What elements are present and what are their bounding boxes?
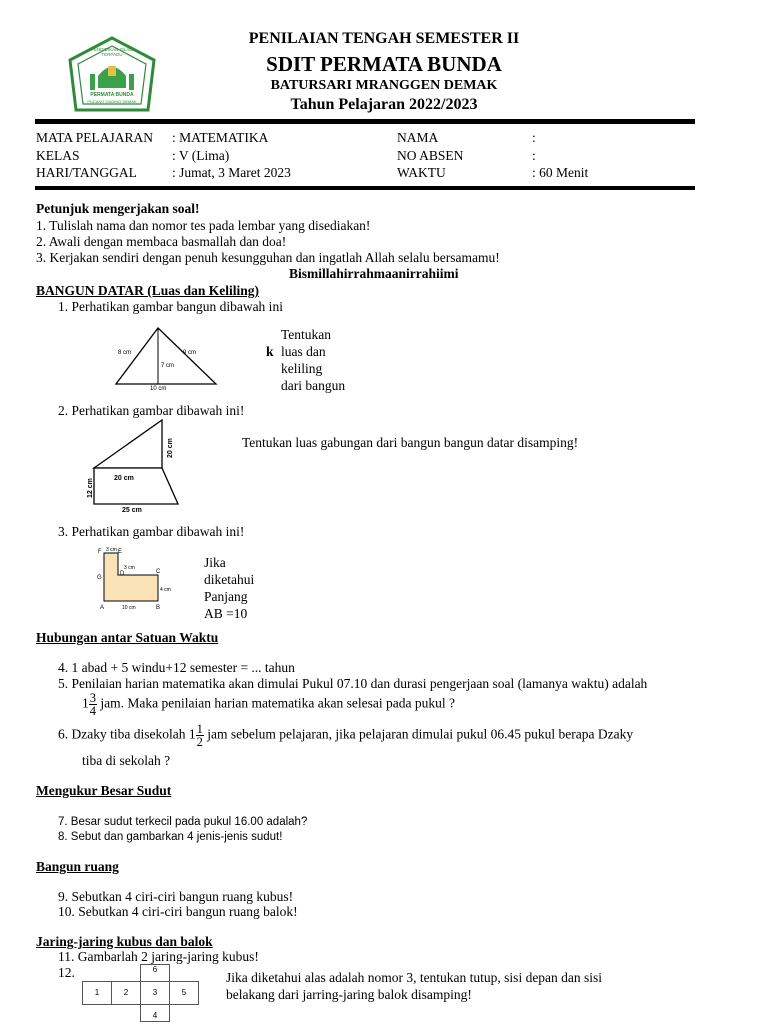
instructions-title: Petunjuk mengerjakan soal! xyxy=(36,201,200,216)
section-title-bangun-ruang: Bangun ruang xyxy=(36,859,119,874)
question-4: 4. 1 abad + 5 windu+12 semester = ... tahun xyxy=(58,660,295,675)
nama-value[interactable]: : xyxy=(532,130,536,145)
l-label-C: C xyxy=(156,569,161,575)
kelas-value: : V (Lima) xyxy=(172,148,230,163)
question-6 xyxy=(58,723,732,748)
question-3: 3. Perhatikan gambar dibawah ini! xyxy=(58,524,245,539)
kelas-label: KELAS xyxy=(36,148,80,163)
q6-denominator: 2 xyxy=(196,735,203,749)
l-label-F: F xyxy=(98,549,102,555)
l-label-inner: 3 cm xyxy=(124,565,135,571)
header-rule-bottom xyxy=(35,186,695,190)
tri-label-right: 9 cm xyxy=(183,350,197,356)
nama-label: NAMA xyxy=(397,130,439,145)
q1-side-marker: k xyxy=(266,344,274,359)
q6-numerator: 1 xyxy=(196,722,203,736)
box-net-figure xyxy=(82,964,198,1024)
instruction-item: 1. Tulislah nama dan nomor tes pada lembar yang disediakan! xyxy=(36,218,371,233)
net-face-3: 3 xyxy=(140,981,170,1005)
q6-whole: 1 xyxy=(188,726,196,742)
comp-label-right: 20 cm xyxy=(167,438,174,458)
l-label-fe: 3 cm xyxy=(106,547,117,553)
logo-text-mid: PERMATA BUNDA xyxy=(90,92,134,98)
instruction-item: 3. Kerjakan sendiri dengan penuh kesungguhan dan ingatlah Allah selalu bersamamu! xyxy=(36,250,500,265)
net-face-bottom: 4 xyxy=(140,1004,170,1022)
q3-side-text: diketahui xyxy=(204,572,255,587)
q1-side-text: keliling xyxy=(281,361,323,376)
q3-side-text: AB =10 xyxy=(204,606,248,621)
tri-label-left: 8 cm xyxy=(118,350,132,356)
q5-whole: 1 xyxy=(82,695,89,711)
question-12: 12. xyxy=(58,965,75,980)
question-2: 2. Perhatikan gambar dibawah ini! xyxy=(58,403,245,418)
q1-side-text: Tentukan xyxy=(281,327,332,342)
net-face-2: 2 xyxy=(111,981,141,1005)
q6-text-a: 6. Dzaky tiba disekolah xyxy=(58,726,186,742)
q5-fraction xyxy=(89,692,97,717)
q1-side-text: luas dan xyxy=(281,344,326,359)
question-10: 10. Sebutkan 4 ciri-ciri bangun ruang balok! xyxy=(58,904,298,919)
school-year: Tahun Pelajaran 2022/2023 xyxy=(290,96,478,113)
q3-side-text: Jika xyxy=(204,555,226,570)
section-title-jaring: Jaring-jaring kubus dan balok xyxy=(36,934,213,949)
question-8: 8. Sebut dan gambarkan 4 jenis-jenis sudut! xyxy=(58,831,283,843)
section-title-waktu: Hubungan antar Satuan Waktu xyxy=(36,630,219,645)
hari-label: HARI/TANGGAL xyxy=(36,165,137,180)
triangle-figure xyxy=(88,322,228,392)
l-label-G: G xyxy=(97,575,102,581)
net-face-1: 1 xyxy=(82,981,112,1005)
waktu-label: WAKTU xyxy=(397,165,446,180)
tri-label-base: 10 cm xyxy=(150,386,167,392)
exam-title: PENILAIAN TENGAH SEMESTER II xyxy=(248,30,520,47)
question-11: 11. Gambarlah 2 jaring-jaring kubus! xyxy=(58,949,259,964)
absen-value[interactable]: : xyxy=(532,148,536,163)
bismillah: Bismillahirrahmaanirrahiimi xyxy=(289,266,459,281)
question-1: 1. Perhatikan gambar bangun dibawah ini xyxy=(58,299,283,314)
composite-figure xyxy=(84,418,194,516)
l-label-right: 4 cm xyxy=(160,587,171,593)
q12-side-text-1: Jika diketahui alas adalah nomor 3, tentukan tutup, sisi depan dan sisi xyxy=(226,970,603,985)
l-shape-figure xyxy=(94,545,174,613)
net-face-top: 6 xyxy=(140,964,170,982)
waktu-value: : 60 Menit xyxy=(532,165,589,180)
comp-label-bottom: 25 cm xyxy=(122,507,142,514)
tri-label-height: 7 cm xyxy=(161,363,175,369)
header-rule-top xyxy=(35,119,695,124)
q2-side-text: Tentukan luas gabungan dari bangun bangun datar disamping! xyxy=(242,435,579,450)
instruction-item: 2. Awali dengan membaca basmallah dan doa! xyxy=(36,234,287,249)
q5-numerator: 3 xyxy=(89,691,96,705)
logo-text-top: PENDIDIKAN ISLAM TERPADU xyxy=(90,47,134,57)
q12-side-text-2: belakang dari jarring-jaring balok disamping! xyxy=(226,987,472,1002)
q5-denominator: 4 xyxy=(89,704,96,718)
l-label-E: E xyxy=(118,549,123,555)
q3-side-text: Panjang xyxy=(204,589,248,604)
q1-side-text: dari bangun xyxy=(281,378,346,393)
mapel-value: : MATEMATIKA xyxy=(172,130,269,145)
school-name: SDIT PERMATA BUNDA xyxy=(266,52,502,76)
school-address: BATURSARI MRANGGEN DEMAK xyxy=(270,78,498,93)
l-label-B: B xyxy=(156,605,161,611)
absen-label: NO ABSEN xyxy=(397,148,464,163)
question-5-continued xyxy=(82,692,455,717)
mapel-label: MATA PELAJARAN xyxy=(36,130,154,145)
l-label-A: A xyxy=(100,605,105,611)
comp-label-left: 12 cm xyxy=(87,478,94,498)
q5-text: jam. Maka penilaian harian matematika akan selesai pada pukul ? xyxy=(100,695,455,711)
section-title-bangun-datar: BANGUN DATAR (Luas dan Keliling) xyxy=(36,283,260,298)
net-face-5: 5 xyxy=(169,981,199,1005)
question-6-continued: tiba di sekolah ? xyxy=(82,753,171,768)
question-9: 9. Sebutkan 4 ciri-ciri bangun ruang kubus! xyxy=(58,889,294,904)
comp-label-top: 20 cm xyxy=(114,475,134,482)
hari-value: : Jumat, 3 Maret 2023 xyxy=(172,165,291,180)
q6-text-b: jam sebelum pelajaran, jika pelajaran dimulai pukul 06.45 pukul berapa Dzaky xyxy=(207,726,634,742)
question-7: 7. Besar sudut terkecil pada pukul 16.00 adalah? xyxy=(58,816,308,828)
logo-text-bottom: PUCANG GADING DEMAK xyxy=(87,99,137,104)
q6-fraction xyxy=(196,723,204,748)
l-label-D: D xyxy=(120,571,125,577)
l-label-bottom: 10 cm xyxy=(122,605,136,611)
section-title-sudut: Mengukur Besar Sudut xyxy=(36,783,172,798)
question-5: 5. Penilaian harian matematika akan dimulai Pukul 07.10 dan durasi pengerjaan soal (lamanya waktu) adalah xyxy=(58,676,648,691)
